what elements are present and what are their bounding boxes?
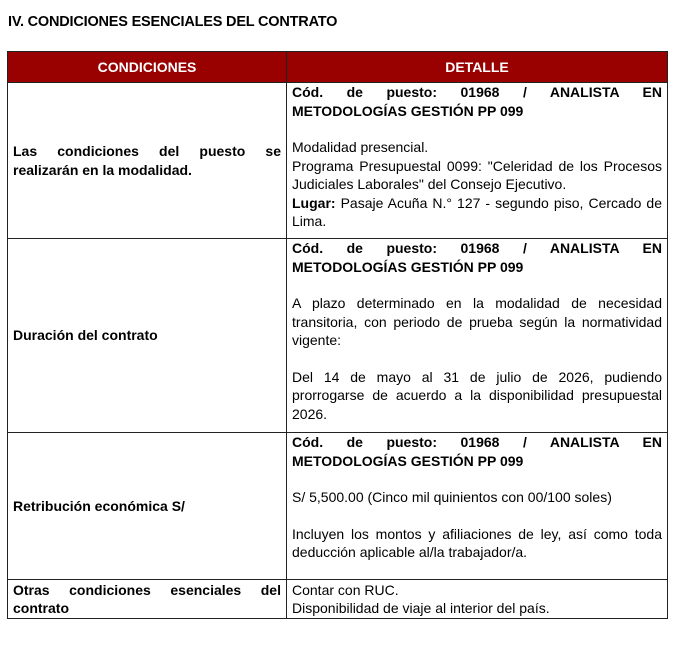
detail-lugar [292,194,662,231]
job-title-line: METODOLOGÍAS GESTIÓN PP 099 [292,102,524,119]
row-detail [287,83,668,239]
job-title-line: METODOLOGÍAS GESTIÓN PP 099 [292,452,524,469]
section-title: IV. CONDICIONES ESENCIALES DEL CONTRATO [8,14,338,30]
row-label: Otras condiciones esenciales del contrato [8,580,287,619]
row-detail [287,433,668,580]
row-detail [287,239,668,433]
job-code-line: Cód. de puesto: 01968 / ANALISTA EN [292,84,662,100]
conditions-table [7,51,668,619]
table-row [8,580,668,619]
detail-ruc: Contar con RUC. [292,581,399,598]
row-detail [287,580,668,619]
header-condiciones: CONDICIONES [8,52,287,83]
table-row [8,433,668,580]
detail-periodo: Del 14 de mayo al 31 de julio de 2026, pudiendo prorrogarse de acuerdo a la disponibilidad presupuestal 2026. [292,368,662,422]
job-code-line: Cód. de puesto: 01968 / ANALISTA EN [292,434,662,450]
detail-monto: S/ 5,500.00 (Cinco mil quinientos con 00/100 soles) [292,489,612,505]
header-detalle: DETALLE [287,52,668,83]
detail-modalidad: Modalidad presencial. [292,139,429,155]
job-title-line: METODOLOGÍAS GESTIÓN PP 099 [292,258,524,275]
detail-programa: Programa Presupuestal 0099: "Celeridad de los Procesos Judiciales Laborales" del Consejo Ejecutivo. [292,157,662,192]
row-label: Retribución económica S/ [8,433,287,580]
job-code-line: Cód. de puesto: 01968 / ANALISTA EN [292,240,662,256]
detail-deducciones: Incluyen los montos y afiliaciones de ley, así como toda deducción aplicable al/la trabajador/a. [292,525,662,560]
lugar-value: Pasaje Acuña N.° 127 - segundo piso, Cercado de Lima. [292,194,662,229]
detail-plazo: A plazo determinado en la modalidad de necesidad transitoria, con periodo de prueba según la normatividad vigente: [292,295,662,348]
lugar-label: Lugar: [292,194,336,211]
table-row [8,83,668,239]
detail-viaje: Disponibilidad de viaje al interior del país. [292,600,550,616]
table-row [8,239,668,433]
row-label: Duración del contrato [8,239,287,433]
table-header-row [8,52,668,83]
row-label: Las condiciones del puesto se realizarán en la modalidad. [8,83,287,239]
